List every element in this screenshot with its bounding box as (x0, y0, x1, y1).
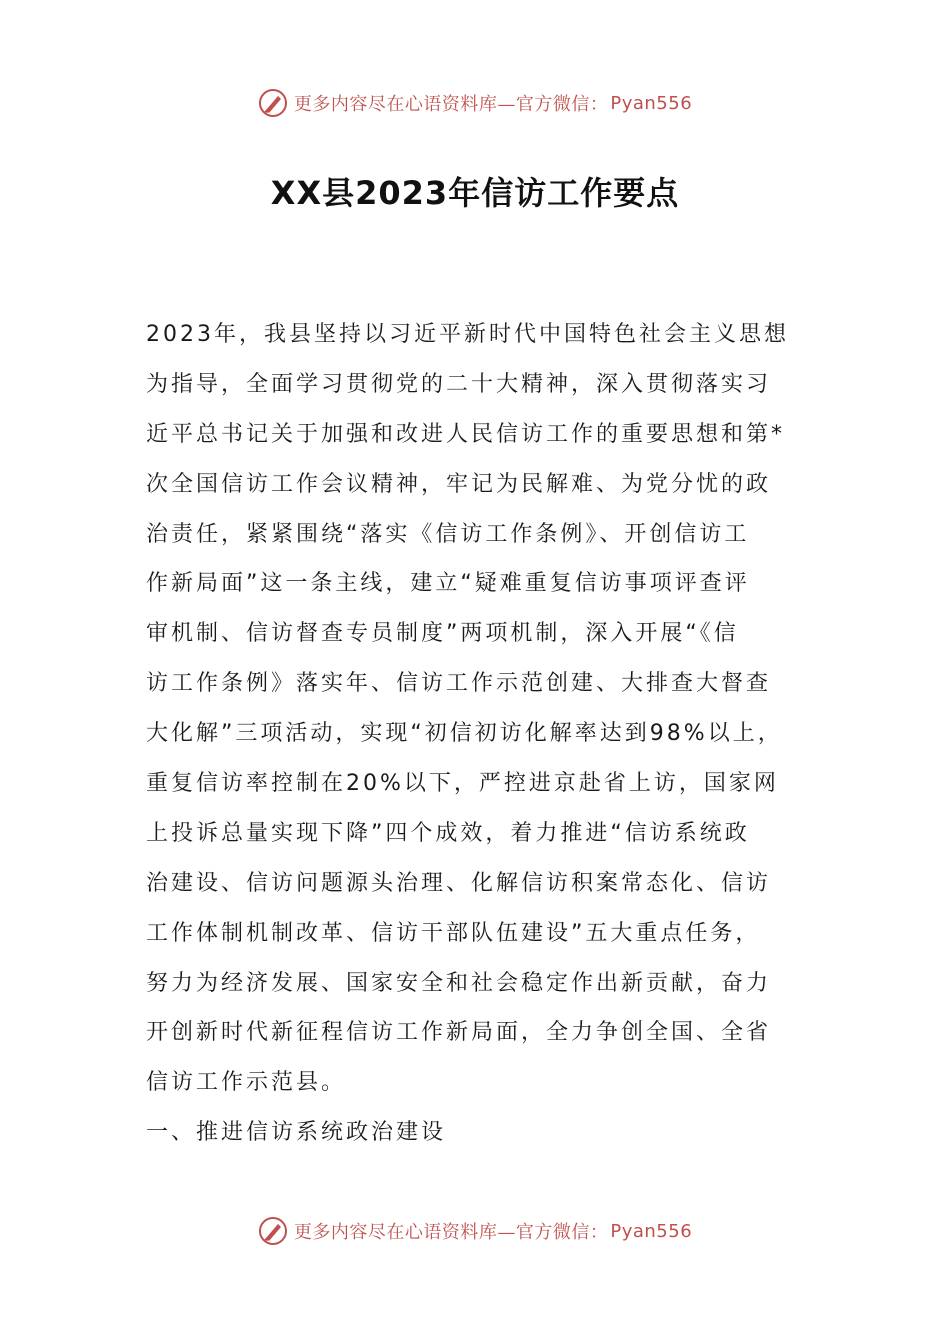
watermark-wechat-id: Pyan556 (610, 1220, 693, 1242)
footer-watermark (0, 1211, 950, 1251)
paragraph-line: 重复信访率控制在20%以下，严控进京赴省上访，国家网 (146, 771, 779, 797)
paragraph-line: 上投诉总量实现下降”四个成效，着力推进“信访系统政 (146, 820, 750, 846)
pen-logo-icon (258, 88, 288, 118)
document-body (146, 310, 810, 1158)
paragraph-line: 近平总书记关于加强和改进人民信访工作的重要思想和第* (146, 421, 786, 447)
paragraph-line: 作新局面”这一条主线，建立“疑难重复信访事项评查评 (146, 571, 750, 597)
paragraph-line: 治建设、信访问题源头治理、化解信访积案常态化、信访 (146, 870, 772, 896)
paragraph-line: 大化解”三项活动，实现“初信初访化解率达到98%以上， (146, 721, 783, 747)
watermark-wechat-id: Pyan556 (610, 92, 693, 114)
watermark-text: 更多内容尽在心语资料库—官方微信： (293, 1222, 609, 1243)
paragraph-line: 开创新时代新征程信访工作新局面，全力争创全国、全省 (146, 1020, 772, 1046)
paragraph-line: 2023年，我县坚持以习近平新时代中国特色社会主义思想 (146, 322, 789, 347)
paragraph-line: 次全国信访工作会议精神，牢记为民解难、为党分忧的政 (146, 471, 772, 497)
paragraph-line: 努力为经济发展、国家安全和社会稳定作出新贡献，奋力 (146, 970, 772, 996)
paragraph-line: 信访工作示范县。 (146, 1070, 347, 1096)
watermark-text: 更多内容尽在心语资料库—官方微信： (293, 94, 609, 115)
paragraph-line: 为指导，全面学习贯彻党的二十大精神，深入贯彻落实习 (146, 371, 772, 397)
paragraph-line: 审机制、信访督查专员制度”两项机制，深入开展“《信 (146, 621, 739, 647)
header-watermark (0, 83, 950, 123)
document-title: XX县2023年信访工作要点 (270, 174, 680, 212)
paragraph-line: 工作体制机制改革、信访干部队伍建设”五大重点任务， (146, 920, 761, 946)
paragraph-line: 治责任，紧紧围绕“落实《信访工作条例》、开创信访工 (146, 521, 750, 547)
pen-logo-icon (258, 1216, 288, 1246)
section-heading: 一、推进信访系统政治建设 (146, 1120, 447, 1146)
paragraph-line: 访工作条例》落实年、信访工作示范创建、大排查大督查 (146, 671, 772, 697)
